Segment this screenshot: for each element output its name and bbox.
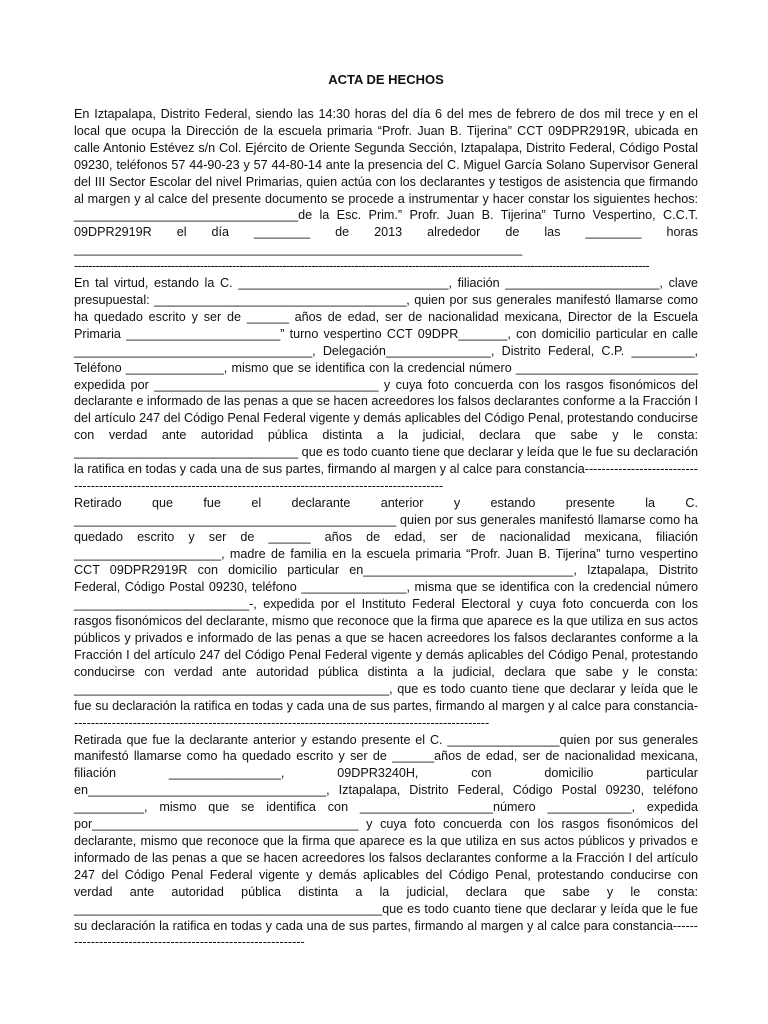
document-title: ACTA DE HECHOS [328, 72, 444, 87]
second-declarant-paragraph: Retirado que fue el declarante anterior y estando presente la C. ______________________________________________ quien por sus generales manifestó llamarse como ha quedado escrito y ser de ______ años de edad, ser de nacionalidad mexicana, filiación _____________________, madre de familia en la escuela primaria “Profr. Juan B. Tijerina” turno vespertino CCT 09DPR2919R con domicilio particular en______________________________, Iztapalapa, Distrito Federal, Código Postal 09230, teléfono _______________, misma que se identifica con la credencial número _________________________-, expedida por el Instituto Federal Electoral y cuya foto concuerda con los rasgos fisonómicos del declarante, mismo que reconoce que la firma que aparece es la que utiliza en sus actos públicos y privados e informado de las penas a que se hacen acreedores los falsos declarantes conforme a la Fracción I del artículo 247 del Código Penal Federal vigente y demás aplicables del Código Penal, protestando conducirse con verdad ante autoridad pública distinta a la judicial, declara que sabe y le consta: _____________________________________________, que es todo cuanto tiene que declarar y leída que le fue su declaración la ratifica en todas y cada una de sus partes, firmando al margen y al calce para constancia---------------------------------------------------------------------------------------------------- [74, 495, 698, 730]
document-page [74, 72, 698, 951]
third-declarant-paragraph: Retirada que fue la declarante anterior y estando presente el C. ________________quien por sus generales manifestó llamarse como ha quedado escrito y ser de ______años de edad, ser de nacionalidad mexicana, filiación ________________, 09DPR3240H, con domicilio particular en__________________________________, Iztapalapa, Distrito Federal, Código Postal 09230, teléfono __________, mismo que se identifica con ___________________número ____________, expedida por______________________________________ y cuya foto concuerda con los rasgos fisonómicos del declarante, mismo que reconoce que la firma que aparece es la que utiliza en sus actos públicos y privados e informado de las penas a que se hacen acreedores los falsos declarantes conforme a la Fracción I del artículo 247 del Código Penal Federal vigente y demás aplicables del Código Penal, protestando conducirse con verdad ante autoridad pública distinta a la judicial, declara que sabe y le consta: ____________________________________________que es todo cuanto tiene que declarar y leída que le fue su declaración la ratifica en todas y cada una de sus partes, firmando al margen y al calce para constancia------------------------------------------------------------- [74, 732, 698, 950]
first-declarant-paragraph: En tal virtud, estando la C. ______________________________, filiación ______________________, clave presupuestal: ____________________________________, quien por sus generales manifestó llamarse como ha quedado escrito y ser de ______ años de edad, ser de nacionalidad mexicana, Director de la Escuela Primaria ______________________” turno vespertino CCT 09DPR_______, con domicilio particular en calle __________________________________, Delegación_______________, Distrito Federal, C.P. _________, Teléfono ______________, mismo que se identifica con la credencial número __________________________ expedida por ________________________________ y cuya foto concuerda con los rasgos fisonómicos del declarante e informado de las penas a que se hacen acreedores los falsos declarantes conforme a la Fracción I del artículo 247 del Código Penal Federal vigente y demás aplicables del Código Penal, protestando conducirse con verdad ante autoridad pública distinta a la judicial, declara que sabe y le consta: ________________________________ que es todo cuanto tiene que declarar y leída que le fue su declaración la ratifica en todas y cada una de sus partes, firmando al margen y al calce para constancia------------------------------------------------------------------------------------------------------------------- [74, 276, 698, 493]
separator-line: ---------------------------------------------------------------------------------------------------------------------------------------------------------------- [74, 259, 650, 274]
opening-paragraph: En Iztapalapa, Distrito Federal, siendo las 14:30 horas del día 6 del mes de febrero de dos mil trece y en el local que ocupa la Dirección de la escuela primaria “Profr. Juan B. Tijerina” CCT 09DPR2919R, ubicada en calle Antonio Estévez s/n Col. Ejército de Oriente Segunda Sección, Iztapalapa, Distrito Federal, Código Postal 09230, teléfonos 57 44-90-23 y 57 44-80-14 ante la presencia del C. Miguel García Solano Supervisor General del III Sector Escolar del nivel Primarias, quien actúa con los declarantes y testigos de asistencia que firmando al margen y al calce del presente documento se procede a instrumentar y hacer constar los siguientes hechos: ________________________________de la Esc. Prim.” Profr. Juan B. Tijerina” Turno Vespertino, C.C.T. 09DPR2919R el día ________ de 2013 alrededor de las ________ horas ________________________________________________________________ [74, 107, 698, 257]
